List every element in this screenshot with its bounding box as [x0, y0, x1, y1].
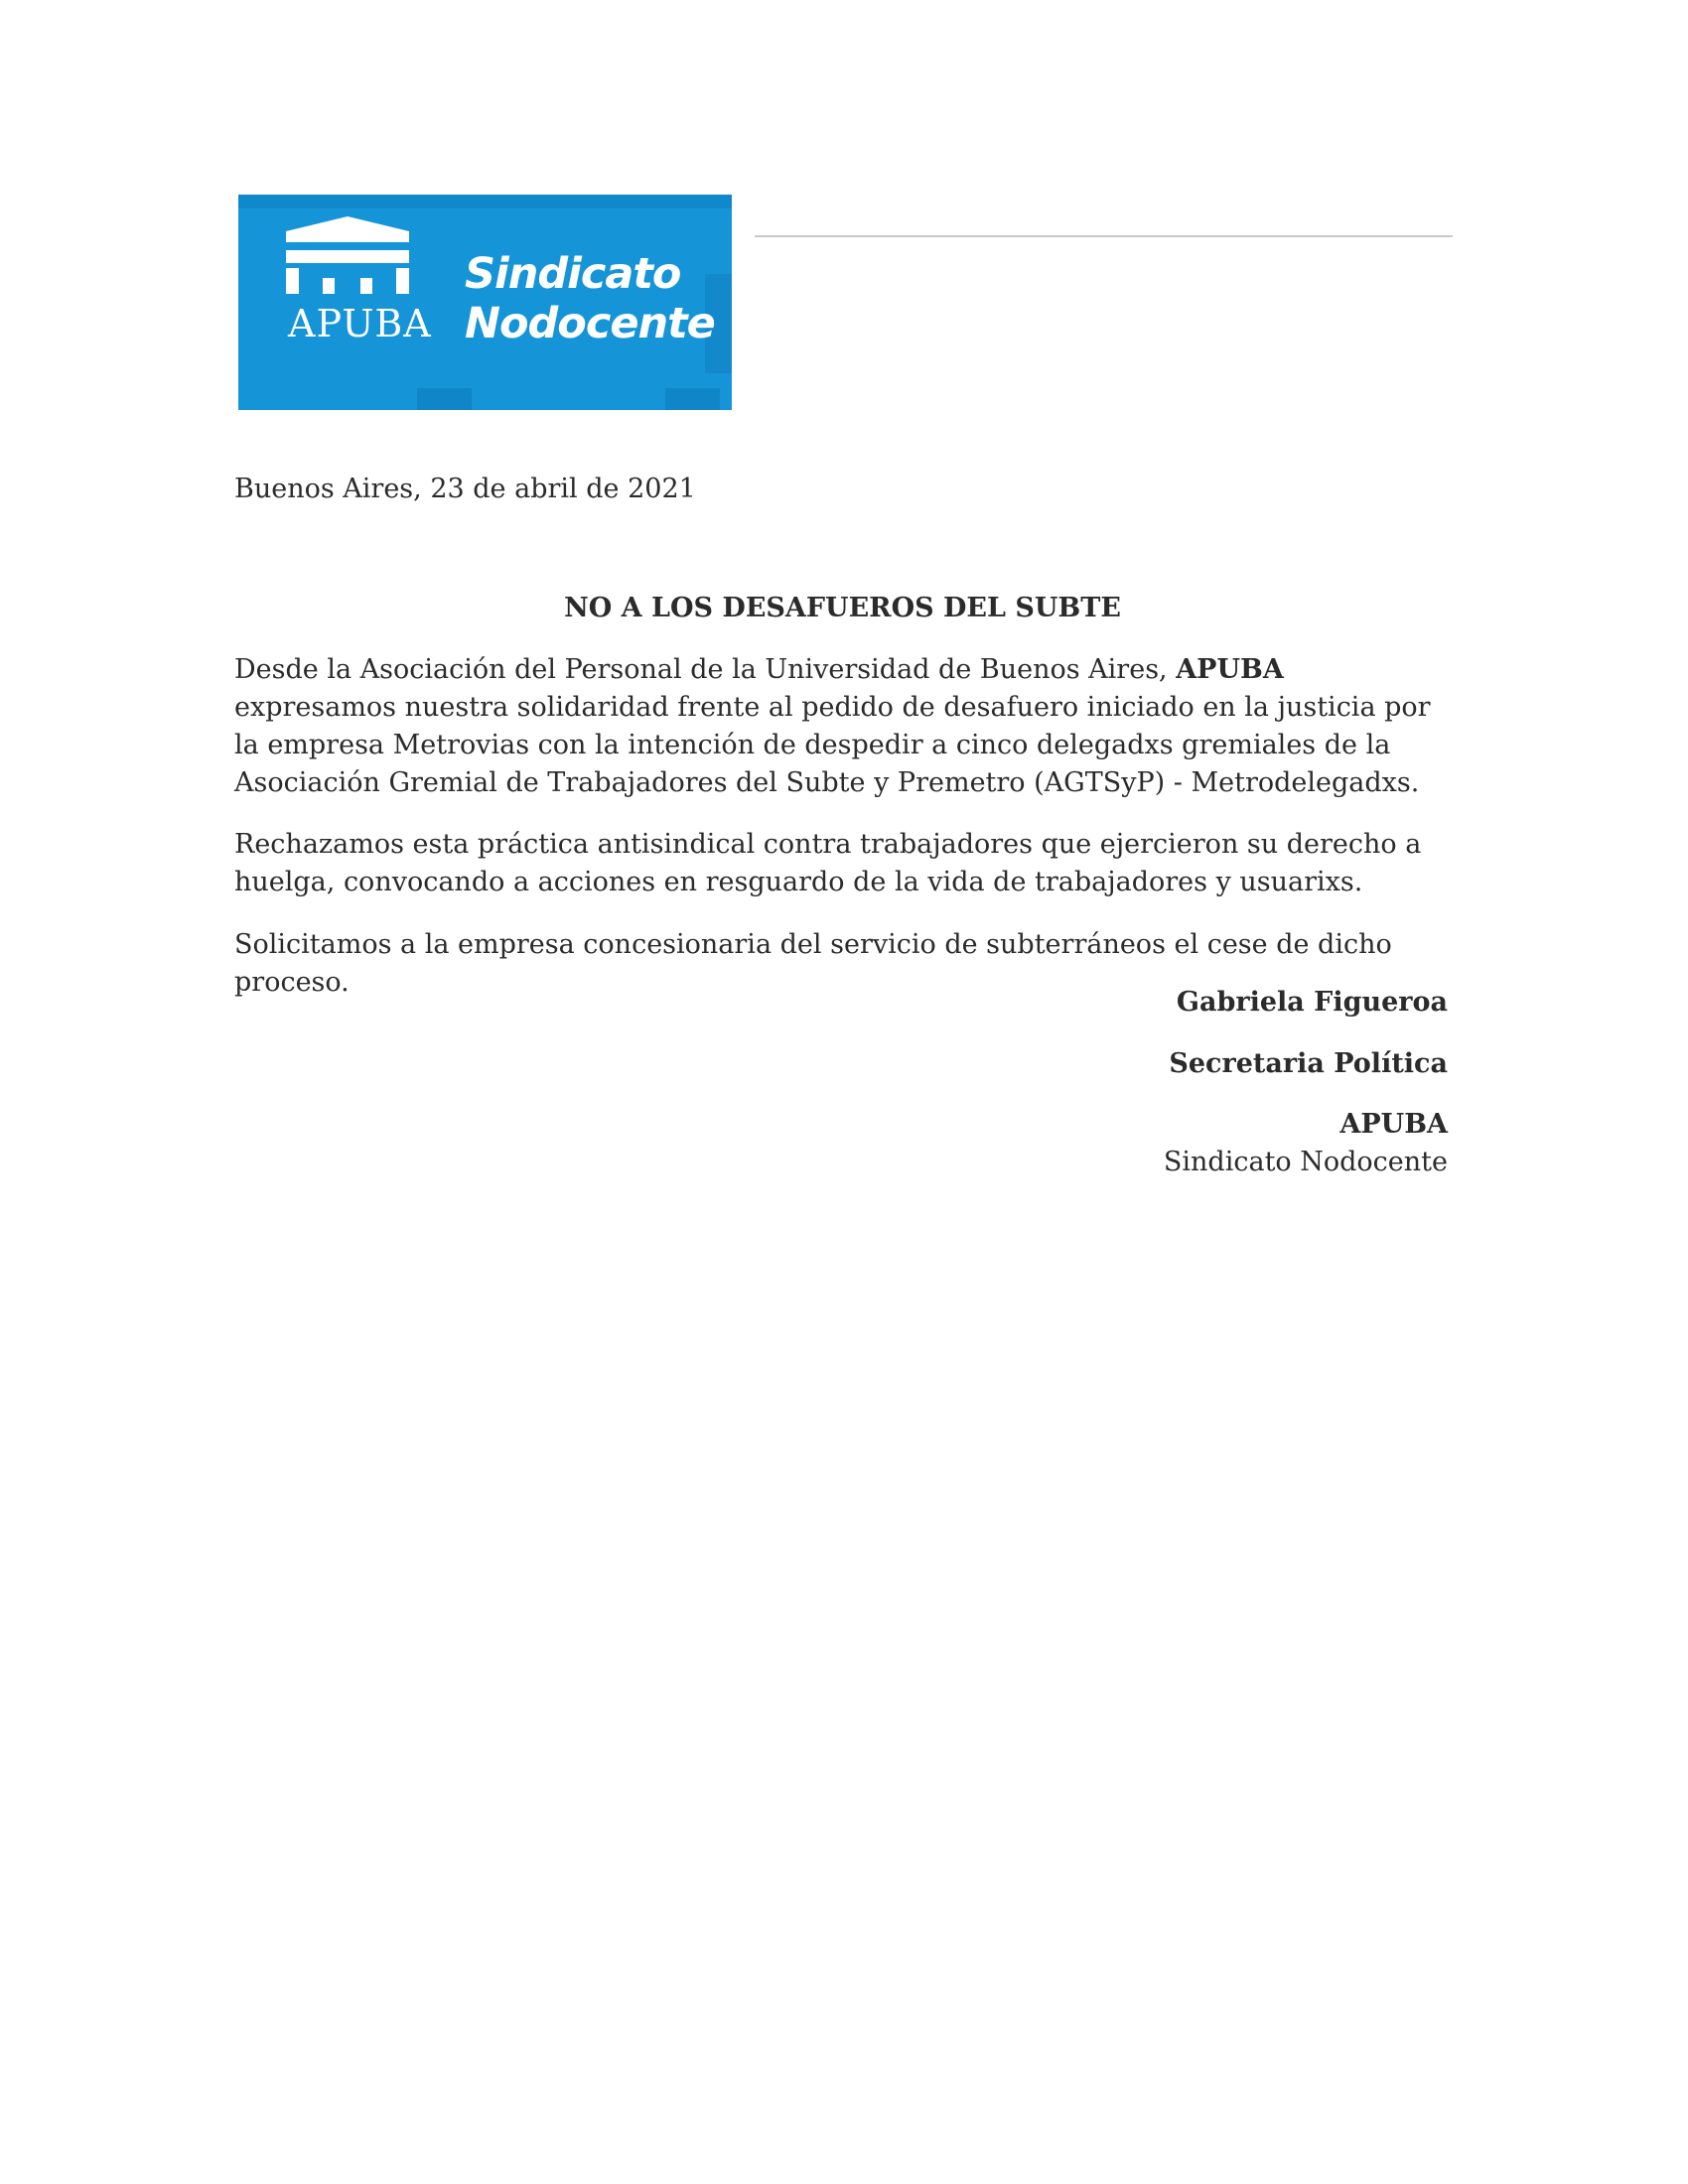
paragraph-1-bold: APUBA [1176, 654, 1284, 685]
paragraph-3: Solicitamos a la empresa concesionaria del servicio de subterráneos el cese de dicho proceso. [234, 929, 1392, 998]
letter-date: Buenos Aires, 23 de abril de 2021 [234, 474, 696, 504]
apuba-logo [238, 195, 732, 410]
signature-role: Secretaria Política [1169, 1048, 1448, 1079]
logo-line-sindicato: Sindicato [465, 249, 681, 299]
logo-line-nodocente: Nodocente [465, 299, 715, 348]
paragraph-1-end: expresamos nuestra solidaridad frente al pedido de desafuero iniciado en la justicia por la empresa Metrovias con la intención de despedir a cinco delegadxs gremiales de la Asociación Gremial de Trabajadores del Subte y Premetro (AGTSyP) - Metrodelegadxs. [234, 692, 1431, 798]
paragraph-1 [234, 651, 1451, 802]
letter-title: NO A LOS DESAFUEROS DEL SUBTE [564, 593, 1121, 623]
header-divider [755, 235, 1453, 237]
paragraph-2: Rechazamos esta práctica antisindical contra trabajadores que ejercieron su derecho a huelga, convocando a acciones en resguardo de la vida de trabajadores y usuarixs. [234, 829, 1422, 897]
signature-name: Gabriela Figueroa [1176, 987, 1448, 1018]
signature-union: Sindicato Nodocente [1163, 1147, 1448, 1177]
signature-org: APUBA [1339, 1109, 1448, 1140]
paragraph-1-start: Desde la Asociación del Personal de la Universidad de Buenos Aires, [234, 654, 1177, 685]
logo-acronym: APUBA [288, 302, 432, 345]
